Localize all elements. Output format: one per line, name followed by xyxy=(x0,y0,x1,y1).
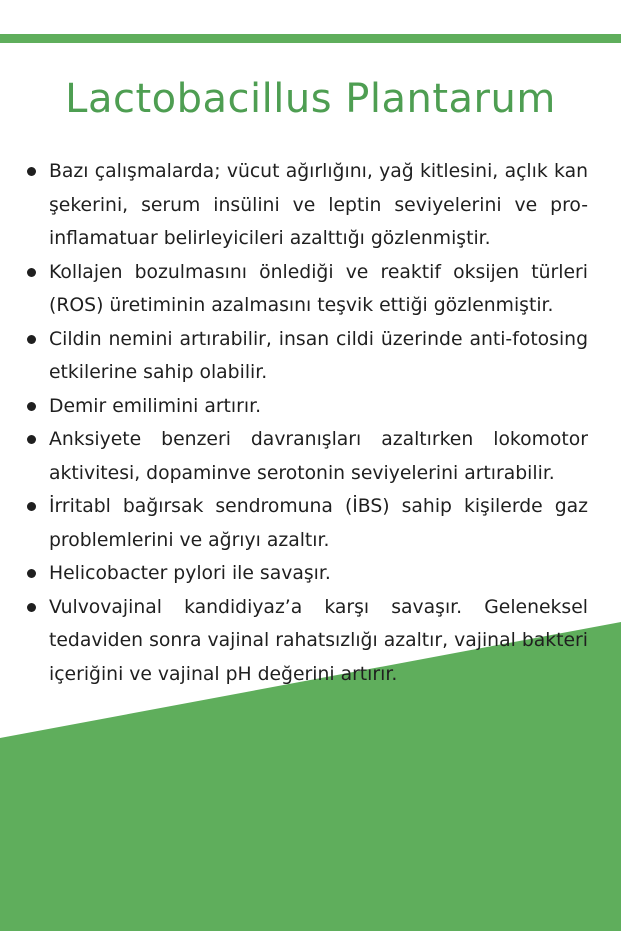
list-item: Bazı çalışmalarda; vücut ağırlığını, yağ kitlesini, açlık kan şekerini, serum insülini ve leptin seviyelerini ve pro-inflamatuar belirleyicileri azalttığı gözlenmiştir. xyxy=(24,155,588,256)
top-accent-bar xyxy=(0,34,621,43)
page-title: Lactobacillus Plantarum xyxy=(65,76,556,122)
list-item: Demir emilimini artırır. xyxy=(24,390,588,424)
list-item: İrritabl bağırsak sendromuna (İBS) sahip kişilerde gaz problemlerini ve ağrıyı azaltır. xyxy=(24,490,588,557)
list-item: Anksiyete benzeri davranışları azaltırken lokomotor aktivitesi, dopaminve serotonin seviyelerini artırabilir. xyxy=(24,423,588,490)
list-item: Vulvovajinal kandidiyaz’a karşı savaşır. Geleneksel tedaviden sonra vajinal rahatsızlığı azaltır, vajinal bakteri içeriğini ve vajinal pH değerini artırır. xyxy=(24,591,588,692)
list-item: Cildin nemini artırabilir, insan cildi üzerinde anti-fotosing etkilerine sahip olabilir. xyxy=(24,323,588,390)
benefit-list xyxy=(24,155,588,691)
list-item: Helicobacter pylori ile savaşır. xyxy=(24,557,588,591)
list-item: Kollajen bozulmasını önlediği ve reaktif oksijen türleri (ROS) üretiminin azalmasını teşvik ettiği gözlenmiştir. xyxy=(24,256,588,323)
